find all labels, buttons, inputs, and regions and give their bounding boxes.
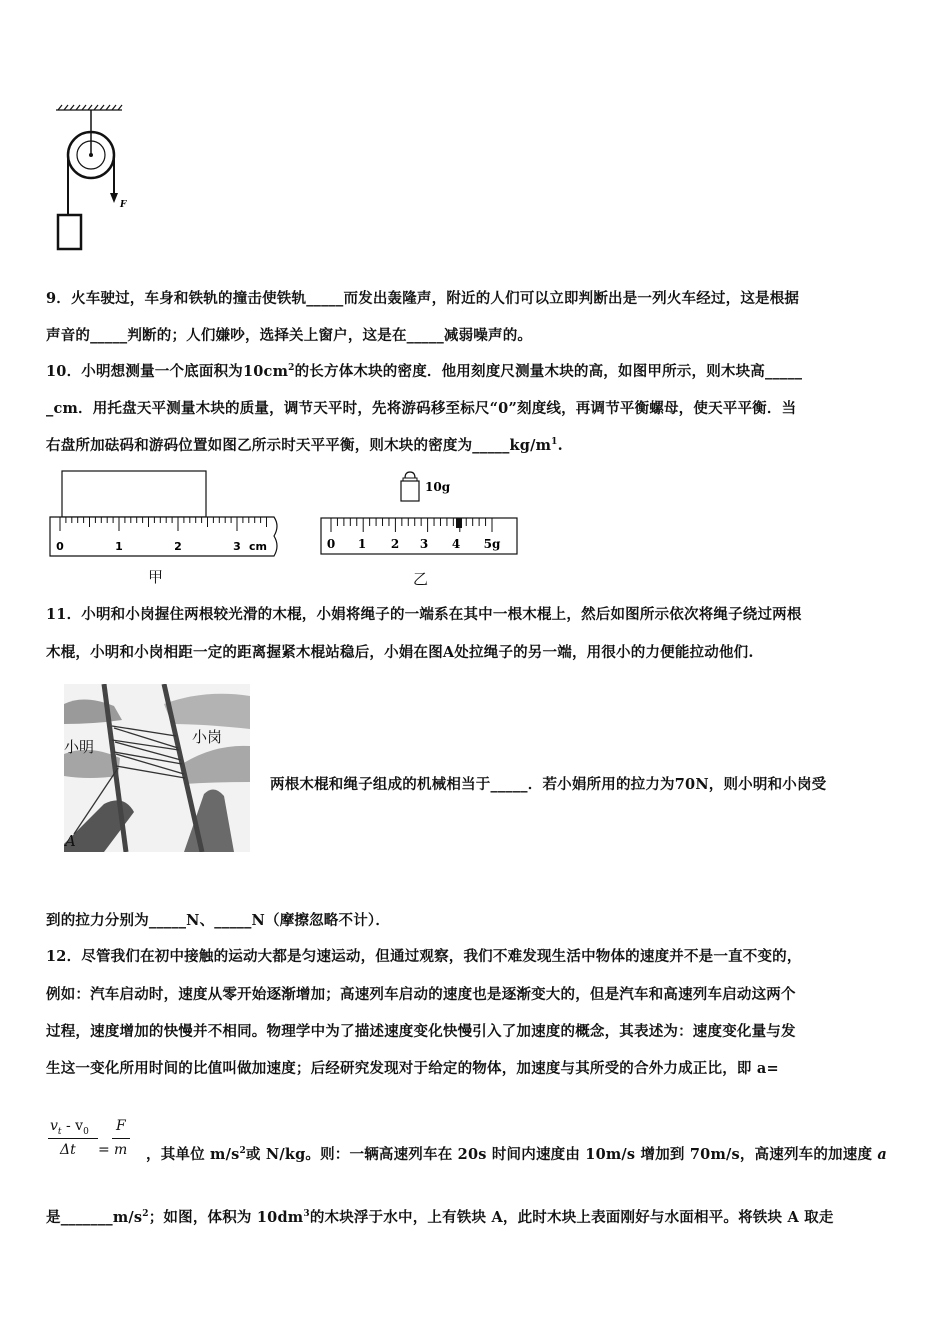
q11-line1: 11．小明和小岗握住两根较光滑的木棍，小娟将绳子的一端系在其中一根木棍上，然后如图所示依次将绳子绕过两根 (46, 606, 802, 623)
ruler-unit: cm (249, 540, 267, 553)
q11-beside-photo: 两根木棍和绳子组成的机械相当于_____．若小娟所用的拉力为70N，则小明和小岗受 (270, 776, 827, 793)
formula-denominator-right: m (114, 1142, 128, 1158)
q12-line5-text-b: 或 N/kg。则：一辆高速列车在 20s 时间内速度由 10m/s 增加到 70m/s，高速列车的加速度 (245, 1146, 878, 1163)
q12-line4: 生这一变化所用时间的比值叫做加速度；后经研究发现对于给定的物体，加速度与其所受的合外力成正比，即 a= (46, 1060, 779, 1077)
q10-line1-text-b: 的长方体木块的密度．他用刻度尺测量木块的高，如图甲所示，则木块高_____ (294, 363, 803, 380)
q10-line3-text-a: 右盘所加砝码和游码位置如图乙所示时天平平衡，则木块的密度为_____kg/m (46, 437, 552, 454)
q12-line5-var: a (877, 1146, 888, 1163)
ruler-figure (46, 468, 286, 563)
hanging-block (58, 215, 81, 249)
weight-label: 10g (425, 480, 451, 494)
q11-line4: 到的拉力分别为_____N、_____N（摩擦忽略不计）． (46, 912, 391, 929)
photo-label-a: A (65, 832, 76, 850)
ceiling-hatch (56, 105, 122, 110)
q10-line1-sup: 2 (288, 363, 295, 374)
ruler-tick-0: 0 (56, 540, 64, 553)
photo-drawing (64, 684, 250, 852)
ruler-caption: 甲 (148, 568, 164, 586)
q10-line1 (46, 360, 802, 381)
ruler-tick-2: 2 (174, 540, 182, 553)
pulley-figure (50, 100, 140, 260)
q12-line1: 12．尽管我们在初中接触的运动大都是匀速运动，但通过观察，我们不难发现生活中物体的速度并不是一直不变的， (46, 948, 802, 965)
wood-block (62, 471, 206, 517)
ruler-tick-3: 3 (233, 540, 241, 553)
q12-line5-text-a: ，其单位 m/s (146, 1146, 240, 1163)
ruler-tick-1: 1 (115, 540, 123, 553)
sticks-rope-photo (64, 684, 250, 852)
weight-10g (401, 472, 419, 501)
q12-line6-text-c: 的木块浮于水中，上有铁块 A，此时木块上表面刚好与水面相平。将铁块 A 取走 (309, 1209, 834, 1226)
q12-line5 (146, 1143, 887, 1164)
q12-line6-sup2: 3 (303, 1209, 310, 1220)
formula-equals: = (98, 1142, 110, 1158)
photo-label-xiaogang: 小岗 (192, 728, 223, 746)
balance-figure (318, 466, 523, 558)
balance-tick-4: 4 (451, 537, 461, 551)
photo-label-xiaoming: 小明 (64, 738, 95, 756)
balance-tick-2: 2 (390, 537, 400, 551)
formula-denominator-left: Δt (60, 1142, 76, 1158)
q12-line5-sup: 2 (239, 1146, 246, 1157)
force-label: F (120, 200, 127, 210)
q10-line3-sup: 1 (551, 437, 558, 448)
balance-tick-0: 0 (326, 537, 336, 551)
force-arrow (110, 193, 118, 203)
formula-numerator-right: F (116, 1118, 126, 1134)
balance-caption: 乙 (413, 570, 429, 588)
balance-tick-3: 3 (419, 537, 429, 551)
q9-line2: 声音的_____判断的；人们嫌吵，选择关上窗户，这是在_____减弱噪声的。 (46, 327, 533, 344)
q10-line3 (46, 434, 563, 455)
q9-line1: 9．火车驶过，车身和铁轨的撞击使铁轨_____而发出轰隆声，附近的人们可以立即判断出是一列火车经过，这是根据 (46, 290, 800, 307)
q12-line6-sup: 2 (142, 1209, 149, 1220)
q10-line1-text-a: 10．小明想测量一个底面积为10cm (46, 363, 289, 380)
formula-numerator-left: $v_t - v_0$ (50, 1118, 89, 1137)
q12-line6-text-a: 是_______m/s (46, 1209, 143, 1226)
acceleration-formula (46, 1116, 146, 1166)
q11-line2: 木棍，小明和小岗相距一定的距离握紧木棍站稳后，小娟在图A处拉绳子的另一端，用很小的力便能拉动他们. (46, 644, 754, 661)
q10-line2: _cm．用托盘天平测量木块的质量，调节天平时，先将游码移至标尺“0”刻度线，再调节平衡螺母，使天平平衡．当 (46, 400, 797, 417)
q12-line6 (46, 1206, 834, 1227)
rider (456, 518, 462, 528)
q12-line3: 过程，速度增加的快慢并不相同。物理学中为了描述速度变化快慢引入了加速度的概念，其表述为：速度变化量与发 (46, 1023, 796, 1040)
q12-line6-text-b: ；如图，体积为 10dm (148, 1209, 304, 1226)
q10-line3-text-b: . (557, 437, 563, 454)
q12-line2: 例如：汽车启动时，速度从零开始逐渐增加；高速列车启动的速度也是逐渐变大的，但是汽车和高速列车启动这两个 (46, 986, 796, 1003)
balance-tick-5: 5g (483, 537, 501, 551)
balance-tick-1: 1 (357, 537, 367, 551)
